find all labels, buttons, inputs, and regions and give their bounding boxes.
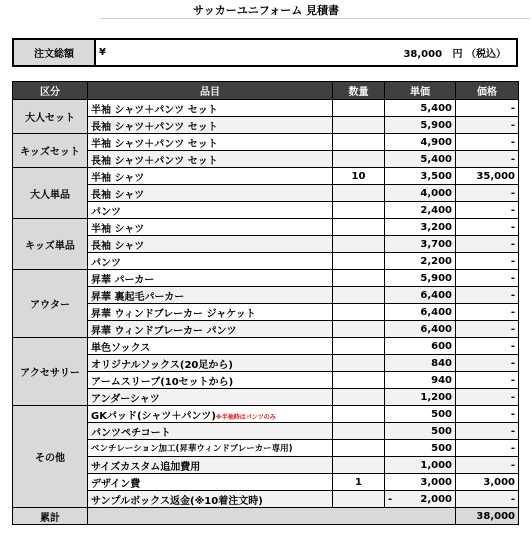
- unit-price-cell: [385, 440, 456, 457]
- unit-price-cell: [385, 185, 456, 202]
- unit-price-cell: [385, 389, 456, 406]
- minus-sign: -: [388, 493, 393, 505]
- qty-cell[interactable]: [333, 338, 385, 355]
- qty-cell[interactable]: [333, 423, 385, 440]
- price-cell: -: [456, 372, 519, 389]
- order-total-box: [12, 38, 518, 67]
- item-cell: [88, 151, 333, 168]
- unit-price-value: 3,200: [420, 221, 452, 233]
- estimate-table: [12, 81, 519, 525]
- table-row: [13, 440, 519, 457]
- table-header-row: [13, 82, 519, 100]
- sum-row: [13, 508, 519, 525]
- item-cell: [88, 474, 333, 491]
- price-cell: -: [456, 117, 519, 134]
- item-name: パンツペチコート: [91, 427, 171, 439]
- table-row: [13, 457, 519, 474]
- item-cell: [88, 491, 333, 508]
- qty-cell[interactable]: [333, 151, 385, 168]
- item-cell: [88, 304, 333, 321]
- qty-cell[interactable]: [333, 304, 385, 321]
- item-name: ベンチレーション加工(昇華ウィンドブレーカー専用): [91, 444, 293, 454]
- item-cell: [88, 372, 333, 389]
- sum-value: 38,000: [456, 508, 519, 525]
- estimate-body: [13, 100, 519, 508]
- qty-cell[interactable]: [333, 236, 385, 253]
- qty-cell[interactable]: [333, 219, 385, 236]
- unit-price-cell: [385, 219, 456, 236]
- table-row: [13, 185, 519, 202]
- qty-cell[interactable]: [333, 355, 385, 372]
- unit-price-value: 500: [431, 425, 452, 437]
- price-cell: -: [456, 202, 519, 219]
- price-cell: -: [456, 100, 519, 117]
- category-cell: キッズセット: [13, 134, 88, 168]
- unit-price-cell: [385, 423, 456, 440]
- item-cell: [88, 440, 333, 457]
- unit-price-cell: [385, 168, 456, 185]
- price-cell: -: [456, 355, 519, 372]
- table-row: [13, 406, 519, 423]
- item-cell: [88, 389, 333, 406]
- table-row: [13, 270, 519, 287]
- table-row: [13, 151, 519, 168]
- item-name: 昇華 パーカー: [91, 274, 155, 286]
- header-category: 区分: [13, 82, 88, 100]
- item-cell: [88, 338, 333, 355]
- unit-price-cell: [385, 457, 456, 474]
- unit-price-cell: [385, 406, 456, 423]
- unit-price-value: 3,700: [420, 238, 452, 250]
- qty-cell[interactable]: [333, 134, 385, 151]
- item-cell: [88, 406, 333, 423]
- item-name: パンツ: [91, 257, 121, 269]
- item-name: サンプルボックス返金(※10着注文時): [91, 495, 263, 507]
- table-row: [13, 134, 519, 151]
- unit-price-cell: [385, 270, 456, 287]
- price-cell: -: [456, 236, 519, 253]
- qty-cell[interactable]: 1: [333, 474, 385, 491]
- table-row: [13, 304, 519, 321]
- table-row: [13, 117, 519, 134]
- unit-price-value: 3,500: [420, 170, 452, 182]
- price-cell: -: [456, 491, 519, 508]
- item-cell: [88, 202, 333, 219]
- item-cell: [88, 236, 333, 253]
- unit-price-cell: [385, 202, 456, 219]
- price-cell: -: [456, 440, 519, 457]
- unit-price-value: 5,400: [420, 102, 452, 114]
- item-cell: [88, 100, 333, 117]
- qty-cell[interactable]: [333, 202, 385, 219]
- table-row: [13, 372, 519, 389]
- category-cell: アウター: [13, 270, 88, 338]
- header-qty: 数量: [333, 82, 385, 100]
- table-row: [13, 389, 519, 406]
- item-cell: [88, 355, 333, 372]
- unit-price-cell: [385, 304, 456, 321]
- unit-price-value: 940: [431, 374, 452, 386]
- category-cell: アクセサリー: [13, 338, 88, 406]
- unit-price-value: 4,000: [420, 187, 452, 199]
- price-cell: -: [456, 338, 519, 355]
- qty-cell[interactable]: [333, 270, 385, 287]
- qty-cell[interactable]: [333, 287, 385, 304]
- table-row: [13, 253, 519, 270]
- item-cell: [88, 253, 333, 270]
- unit-price-cell: [385, 151, 456, 168]
- table-row: [13, 491, 519, 508]
- unit-price-cell: [385, 321, 456, 338]
- item-cell: [88, 219, 333, 236]
- item-name: アンダーシャツ: [91, 393, 160, 405]
- table-row: [13, 338, 519, 355]
- item-name: アームスリーブ(10セットから): [91, 376, 234, 388]
- table-row: [13, 321, 519, 338]
- item-name: 昇華 ウィンドブレーカー ジャケット: [91, 308, 256, 320]
- category-cell: その他: [13, 406, 88, 508]
- header-price: 価格: [456, 82, 519, 100]
- item-name: 昇華 裏起毛パーカー: [91, 291, 185, 303]
- item-name: 半袖 シャツ＋パンツ セット: [91, 104, 218, 116]
- item-cell: [88, 134, 333, 151]
- table-row: [13, 474, 519, 491]
- item-cell: [88, 185, 333, 202]
- item-name: 単色ソックス: [91, 342, 151, 354]
- category-cell: 大人セット: [13, 100, 88, 134]
- price-cell: -: [456, 219, 519, 236]
- qty-cell[interactable]: [333, 457, 385, 474]
- unit-price-cell: [385, 338, 456, 355]
- price-cell: -: [456, 304, 519, 321]
- item-name: 昇華 ウィンドブレーカー パンツ: [91, 325, 237, 337]
- unit-price-cell: [385, 253, 456, 270]
- table-row: [13, 287, 519, 304]
- unit-price-cell: [385, 134, 456, 151]
- unit-price-value: 3,000: [420, 476, 452, 488]
- item-name: GKパッド(シャツ＋パンツ): [91, 410, 216, 422]
- unit-price-value: 6,400: [420, 289, 452, 301]
- sum-label: 累計: [13, 508, 88, 525]
- unit-price-cell: [385, 236, 456, 253]
- unit-price-value: 500: [431, 442, 452, 454]
- unit-price-value: 4,900: [420, 136, 452, 148]
- header-unit-price: 単価: [385, 82, 456, 100]
- table-row: [13, 423, 519, 440]
- qty-cell[interactable]: [333, 185, 385, 202]
- unit-price-cell: [385, 474, 456, 491]
- unit-price-cell: [385, 355, 456, 372]
- title-underline: [100, 18, 530, 19]
- item-cell: [88, 287, 333, 304]
- item-name: 長袖 シャツ＋パンツ セット: [91, 121, 218, 133]
- header-item: 品目: [88, 82, 333, 100]
- unit-price-cell: [385, 287, 456, 304]
- unit-price-value: 2,400: [420, 204, 452, 216]
- item-name: 半袖 シャツ: [91, 223, 145, 235]
- item-cell: [88, 270, 333, 287]
- qty-cell[interactable]: [333, 321, 385, 338]
- table-row: [13, 100, 519, 117]
- item-name: オリジナルソックス(20足から): [91, 359, 233, 371]
- item-name: 半袖 シャツ＋パンツ セット: [91, 138, 218, 150]
- category-cell: 大人単品: [13, 168, 88, 219]
- unit-price-value: 600: [431, 340, 452, 352]
- price-cell: -: [456, 406, 519, 423]
- unit-price-value: 1,200: [420, 391, 452, 403]
- unit-price-value: 500: [431, 408, 452, 420]
- price-cell: -: [456, 253, 519, 270]
- table-row: [13, 236, 519, 253]
- order-total-value: 38,000: [403, 49, 443, 60]
- qty-cell[interactable]: [333, 406, 385, 423]
- price-cell: -: [456, 134, 519, 151]
- price-cell: -: [456, 457, 519, 474]
- price-cell: -: [456, 287, 519, 304]
- unit-price-value: 5,900: [420, 119, 452, 131]
- unit-price-value: 1,000: [420, 459, 452, 471]
- table-row: [13, 355, 519, 372]
- currency-symbol: ¥: [95, 39, 120, 66]
- item-name: 長袖 シャツ＋パンツ セット: [91, 155, 218, 167]
- table-row: [13, 202, 519, 219]
- sum-spacer: [88, 508, 456, 525]
- qty-cell[interactable]: [333, 100, 385, 117]
- item-name: 長袖 シャツ: [91, 189, 145, 201]
- price-cell: 3,000: [456, 474, 519, 491]
- qty-cell[interactable]: [333, 372, 385, 389]
- unit-price-value: 5,400: [420, 153, 452, 165]
- unit-price-value: 840: [431, 357, 452, 369]
- unit-price-value: 6,400: [420, 306, 452, 318]
- item-cell: [88, 168, 333, 185]
- unit-price-value: 5,900: [420, 272, 452, 284]
- item-name: 半袖 シャツ: [91, 172, 145, 184]
- order-total-suffix: 円 （税込）: [452, 49, 506, 60]
- qty-cell[interactable]: [333, 440, 385, 457]
- price-cell: -: [456, 423, 519, 440]
- page-title: サッカーユニフォーム 見積書: [192, 4, 340, 17]
- price-cell: -: [456, 389, 519, 406]
- price-cell: -: [456, 151, 519, 168]
- qty-cell[interactable]: [333, 491, 385, 508]
- item-name: パンツ: [91, 206, 121, 218]
- table-row: [13, 168, 519, 185]
- price-cell: 35,000: [456, 168, 519, 185]
- unit-price-cell: [385, 372, 456, 389]
- item-name: サイズカスタム追加費用: [91, 461, 201, 473]
- unit-price-cell: [385, 117, 456, 134]
- item-name: デザイン費: [91, 478, 141, 490]
- unit-price-cell: [385, 100, 456, 117]
- unit-price-value: 2,200: [420, 255, 452, 267]
- item-cell: [88, 423, 333, 440]
- qty-cell[interactable]: [333, 253, 385, 270]
- price-cell: -: [456, 185, 519, 202]
- item-cell: [88, 457, 333, 474]
- price-cell: -: [456, 270, 519, 287]
- qty-cell[interactable]: [333, 389, 385, 406]
- category-cell: キッズ単品: [13, 219, 88, 270]
- item-cell: [88, 117, 333, 134]
- qty-cell[interactable]: 10: [333, 168, 385, 185]
- table-row: [13, 219, 519, 236]
- unit-price-value: 2,000: [420, 493, 452, 505]
- unit-price-cell: [385, 491, 456, 508]
- order-total-label: 注文総額: [13, 39, 95, 66]
- item-cell: [88, 321, 333, 338]
- order-total-amount: [120, 39, 517, 66]
- item-note: ※半袖時はパンツのみ: [215, 413, 276, 421]
- qty-cell[interactable]: [333, 117, 385, 134]
- unit-price-value: 6,400: [420, 323, 452, 335]
- price-cell: -: [456, 321, 519, 338]
- item-name: 長袖 シャツ: [91, 240, 145, 252]
